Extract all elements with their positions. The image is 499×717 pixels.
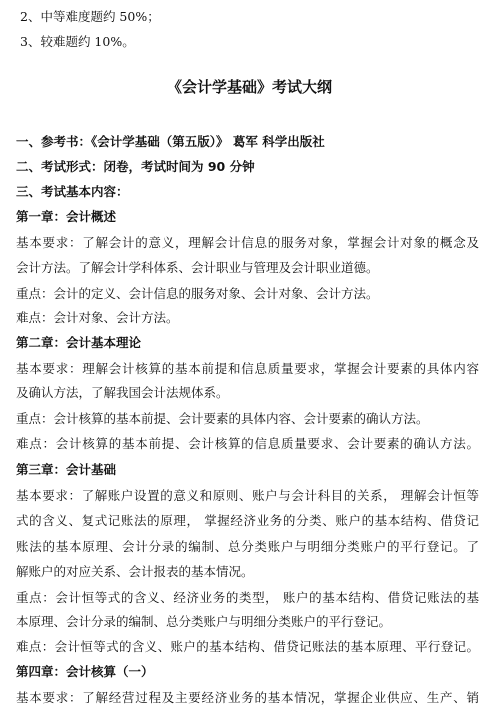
paragraph-line: 基本要求：了解账户设置的意义和原则、账户与会计科目的关系， 理解会计恒等 [16, 488, 479, 503]
paragraph-line: 难点：会计核算的基本前提、会计核算的信息质量要求、会计要素的确认方法。 [16, 436, 479, 451]
paragraph-line: 及确认方法，了解我国会计法规体系。 [16, 385, 229, 400]
paragraph-line: 难点：会计恒等式的含义、账户的基本结构、借贷记账法的基本原理、平行登记。 [16, 639, 479, 654]
paragraph-line: 解账户的对应关系、会计报表的基本情况。 [16, 564, 254, 579]
list-item: 2、中等难度题约 50%； [20, 9, 160, 24]
paragraph-line: 重点：会计的定义、会计信息的服务对象、会计对象、会计方法。 [16, 286, 379, 301]
document-title: 《会计学基础》考试大纲 [166, 78, 332, 96]
paragraph-line: 基本要求：了解经营过程及主要经济业务的基本情况，掌握企业供应、生产、销 [16, 690, 479, 705]
paragraph-line: 账法的基本原理、会计分录的编制、总分类账户与明细分类账户的平行登记。了 [16, 539, 479, 554]
paragraph-line: 式的含义、复式记账法的原理， 掌握经济业务的分类、账户的基本结构、借贷记 [16, 513, 479, 528]
chapter-heading: 第二章：会计基本理论 [16, 335, 142, 350]
list-item: 3、较难题约 10%。 [20, 34, 135, 49]
section-heading: 三、考试基本内容： [16, 184, 129, 199]
paragraph-line: 基本要求：理解会计核算的基本前提和信息质量要求，掌握会计要素的具体内容 [16, 361, 479, 376]
paragraph-line: 会计方法。了解会计学科体系、会计职业与管理及会计职业道德。 [16, 260, 379, 275]
section-heading: 一、参考书：《会计学基础（第五版）》 葛军 科学出版社 [16, 134, 325, 149]
paragraph-line: 本原理、会计分录的编制、总分类账户与明细分类账户的平行登记。 [16, 614, 392, 629]
chapter-heading: 第三章：会计基础 [16, 462, 117, 477]
paragraph-line: 难点：会计对象、会计方法。 [16, 310, 179, 325]
paragraph-line: 重点：会计恒等式的含义、经济业务的类型， 账户的基本结构、借贷记账法的基 [16, 590, 479, 605]
section-heading: 二、考试形式：闭卷，考试时间为 90 分钟 [16, 159, 255, 174]
chapter-heading: 第四章：会计核算（一） [16, 664, 154, 679]
chapter-heading: 第一章：会计概述 [16, 209, 117, 224]
paragraph-line: 基本要求：了解会计的意义，理解会计信息的服务对象，掌握会计对象的概念及 [16, 235, 479, 250]
paragraph-line: 重点：会计核算的基本前提、会计要素的具体内容、会计要素的确认方法。 [16, 411, 429, 426]
